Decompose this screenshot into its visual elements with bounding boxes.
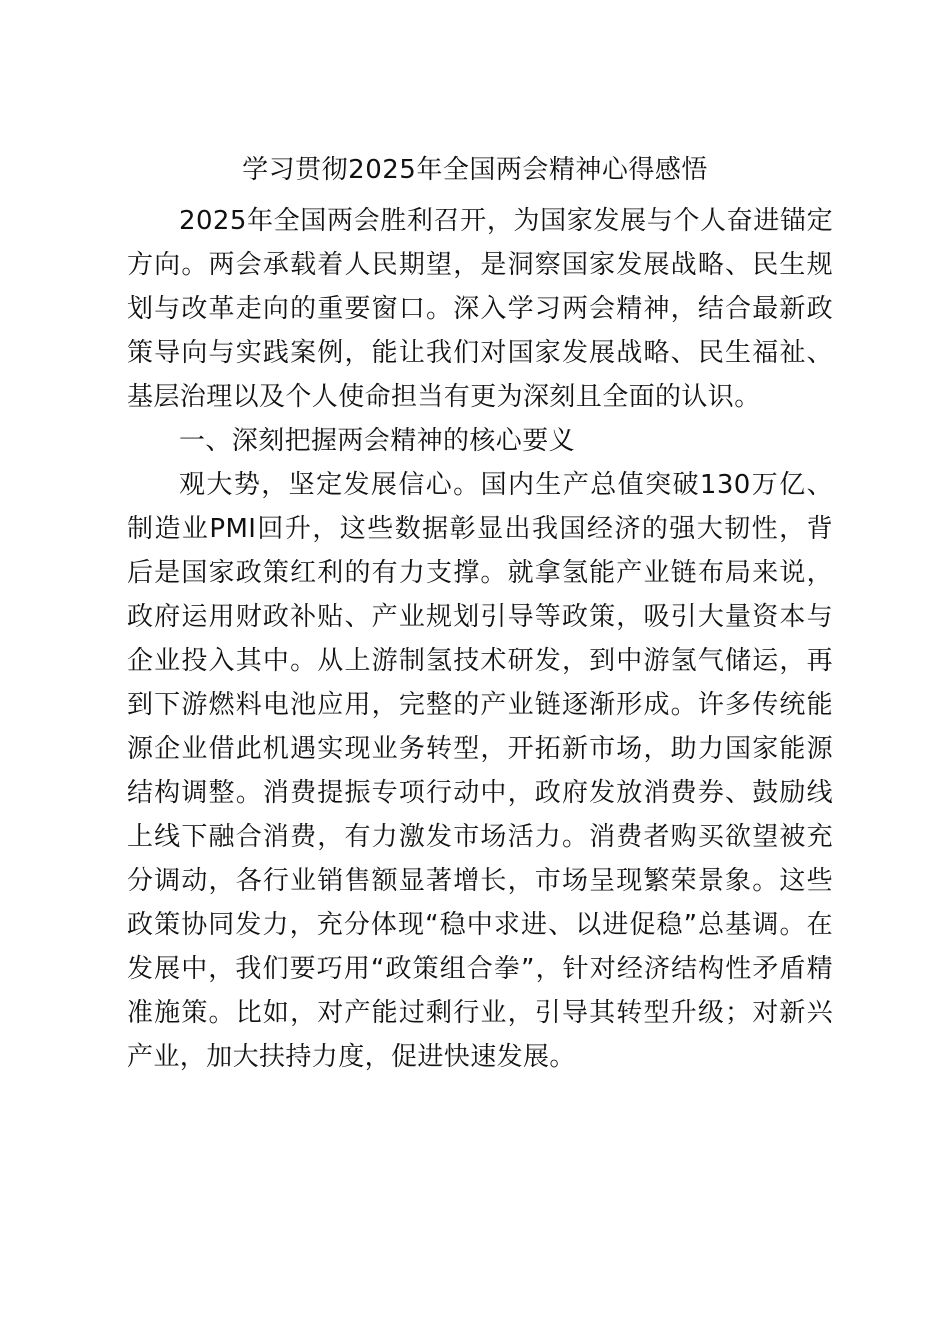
intro-paragraph: 2025年全国两会胜利召开，为国家发展与个人奋进锚定方向。两会承载着人民期望，是洞察国家发展战略、民生规划与改革走向的重要窗口。深入学习两会精神，结合最新政策导向与实践案例，能让我们对国家发展战略、民生福祉、基层治理以及个人使命担当有更为深刻且全面的认识。 xyxy=(127,206,833,412)
document-title: 学习贯彻2025年全国两会精神心得感悟 xyxy=(242,155,708,185)
document-body xyxy=(127,199,833,1079)
section-heading: 一、深刻把握两会精神的核心要义 xyxy=(179,426,576,456)
body-paragraph: 观大势，坚定发展信心。国内生产总值突破130万亿、制造业PMI回升，这些数据彰显出我国经济的强大韧性，背后是国家政策红利的有力支撑。就拿氢能产业链布局来说，政府运用财政补贴、产业规划引导等政策，吸引大量资本与企业投入其中。从上游制氢技术研发，到中游氢气储运，再到下游燃料电池应用，完整的产业链逐渐形成。许多传统能源企业借此机遇实现业务转型，开拓新市场，助力国家能源结构调整。消费提振专项行动中，政府发放消费券、鼓励线上线下融合消费，有力激发市场活力。消费者购买欲望被充分调动，各行业销售额显著增长，市场呈现繁荣景象。这些政策协同发力，充分体现“稳中求进、以进促稳”总基调。在发展中，我们要巧用“政策组合拳”，针对经济结构性矛盾精准施策。比如，对产能过剩行业，引导其转型升级；对新兴产业，加大扶持力度，促进快速发展。 xyxy=(127,470,833,1072)
